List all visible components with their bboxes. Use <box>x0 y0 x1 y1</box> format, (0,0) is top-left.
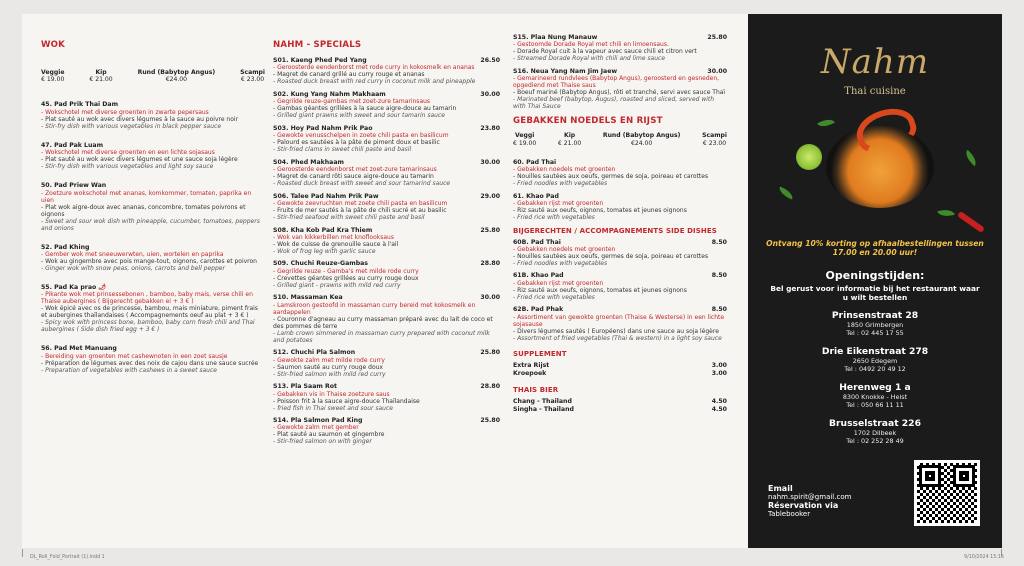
chili-pepper-image <box>957 211 985 233</box>
leaf-icon <box>937 207 955 219</box>
reservation-label: Réservation via <box>768 501 839 510</box>
promo-text: Ontvang 10% korting op afhaalbestellingen tussen 17.00 en 20.00 uur! <box>766 239 984 258</box>
leaf-icon <box>962 150 979 166</box>
special-s12: S12. Chuchi Pla Salmon 25.80 - Gewokte zalm met milde rode curry - Saumon sauté au curry rouge doux - Stir-fried salmon with mild red curry <box>273 349 500 378</box>
noodle-dish-60: 60. Pad Thai - Gebakken noedels met groenten - Nouilles sautées aux oeufs, germes de soja, poireau et carottes - Fried noodles with vegetables <box>513 158 709 188</box>
beer-singha: Singha - Thailand 4.50 <box>513 405 727 413</box>
special-s16: S16. Neua Yang Nam Jim Jaew 30.00 - Gemarineerd rundvlees (Babytop Angus), geroosterd en gesneden, opgediend met Thaise saus - Boeuf mariné (Babytop Angus), rôti et tranché, servi avec sauce Thaï - Marinated beef (babytop, Augus), roasted and sliced, served with with Thai Sauce <box>513 67 727 111</box>
noodles-column <box>509 14 731 548</box>
price-col-veggie: Veggie € 19.00 <box>41 69 65 84</box>
special-s03: S03. Hoy Pad Nahm Prik Pao 23.80 - Gewokte venusschelpen in zoete chili pasta en basilicum - Palourd es sautées à la pâte de piment doux et basilic - Stir-fried clams in sweet chili paste and basil <box>273 124 500 154</box>
noodle-dish-list <box>513 159 727 221</box>
crop-mark <box>22 549 23 557</box>
chili-icon: 🌶 <box>98 284 107 292</box>
leaf-icon <box>817 116 835 131</box>
supplement-extra-rijst: Extra Rijst 3.00 <box>513 361 727 369</box>
special-s02: S02. Kung Yang Nahm Makhaam 30.00 - Gegrilde reuze-gambas met zoet-zure tamarinsaus - Gambas géantes grillées à la sauce aigre-douce au tamarin - Grilled giant prawns with sweet and sour tamarin sauce <box>273 90 500 120</box>
contact-block <box>768 484 851 518</box>
beer-chang: Chang - Thailand 4.50 <box>513 397 727 405</box>
wok-column <box>37 14 269 548</box>
wok-dish-50: 50. Pad Priew Wan - Zoetzure wokschotel met ananas, komkommer, tomaten, paprika en uien - Plat wok aigre-doux avec ananas, concombre, tomates poivrons et oignons - Sweet and sour wok dish with pineapple, cucumber, tomatoes, peppers and onions <box>41 182 260 232</box>
wok-dish-45: 45. Pad Prik Thai Dam - Wokschotel met diverse groenten in zwarte pepersaus - Plat sauté au wok avec divers légumes à la sauce au poivre noir - Stir-fry dish with various vegetables in black pepper sauce <box>41 101 239 130</box>
supplement-title: SUPPLEMENT <box>513 349 567 358</box>
opening-hours-title: Openingstijden: <box>825 269 925 282</box>
special-s09: S09. Chuchi Reuze-Gambas 28.80 - Gegrilde reuze - Gamba's met milde rode curry - Crevettes géantes grillées au curry rouge doux - Grilled giant - prawns with mild red curry <box>273 260 500 289</box>
price-col-scampi: Scampi € 23.00 <box>702 132 727 147</box>
special-s06: S06. Talee Pad Nahm Prik Paw 29.00 - Gewokte zeevruchten met zoete chili pasta en basilicum - Fruits de mer sautés à la pâte de chili sucré et au basilic - Stir-fried seafood with sweet chili paste and basil <box>273 192 500 222</box>
price-col-scampi: Scampi € 23.00 <box>240 69 265 84</box>
special-s08: S08. Kha Kob Pad Kra Thiem 25.80 - Wok van kikkerbillen met knoflooksaus - Wok de cuisse de grenouille sauce à l'ail - Wok of frog leg with garlic sauce <box>273 226 500 255</box>
address-edegem: Drie Eikenstraat 278 2650 Edegem Tel : 0492 20 49 12 <box>821 346 929 373</box>
price-col-veggi: Veggi € 19.00 <box>513 132 537 147</box>
side-dish-61b: 61B. Khao Pad 8.50 - Gebakken rijst met groenten - Riz sauté aux oeufs, oignons, tomates et jeunes oignons - Fried rice with vegetables <box>513 272 727 301</box>
price-col-rund: Rund (Babytop Angus) €24.00 <box>602 132 681 147</box>
leaf-icon <box>777 187 795 200</box>
noodle-dish-61: 61. Khao Pad - Gebakken rijst met groenten - Riz sauté aux oeufs, oignons, tomates et jeunes oignons - Fried rice with vegetables <box>513 192 687 222</box>
special-s01: S01. Kaeng Phed Ped Yang 26.50 - Geroosterde eendenborst met rode curry in kokosmelk en ananas - Magret de canard grillé au curry rouge et ananas - Roasted duck breast with red curry in coconut milk and pineapple <box>273 57 500 86</box>
footer-filename: DL_Roll_Fold_Portrait (1).indd 1 <box>30 555 105 560</box>
price-col-kip: Kip € 21.00 <box>557 132 582 147</box>
special-s14: S14. Pla Salmon Pad King 25.80 - Gewokte zalm met gember - Plat sauté au saumon et gingembre - Stir-fried salmon on with ginger <box>273 417 500 446</box>
opening-hours-text: Bel gerust voor informatie bij het restaurant waar u wilt bestellen <box>770 284 980 302</box>
logo: Nahm <box>820 42 930 82</box>
email-link[interactable]: nahm.spirit@gmail.com <box>768 493 852 501</box>
beer-title: THAIS BIER <box>513 385 559 394</box>
special-s13: S13. Pla Saam Rot 28.80 - Gebakken vis in Thaise zoetzure saus - Poisson frit à la sauce aigre-douce Thaïlandaise - fried fish in Thai sweet and sour sauce <box>273 383 500 412</box>
wok-dish-list <box>41 101 265 373</box>
wok-price-header <box>41 69 265 83</box>
specials-title: NAHM - SPECIALS <box>273 40 362 50</box>
flyer-panel <box>748 14 1002 548</box>
flyer-content <box>748 14 1002 548</box>
address-grimbergen: Prinsenstraat 28 1850 Grimbergen Tel : 02 445 17 55 <box>831 310 919 337</box>
side-dish-62b: 62B. Pad Phak 8.50 - Assortiment van gewokte groenten (Thaise & Westerse) in een lichte sojasause - Divers légumes sautés ( Européens) dans une sauce au soja légère - Assortment of fried vegetables (Thai & western) in a light soy sauce <box>513 306 727 342</box>
qr-code-image[interactable] <box>914 460 980 526</box>
price-col-rund: Rund (Babytop Angus) €24.00 <box>137 69 216 84</box>
wok-title: WOK <box>41 40 66 50</box>
email-label: Email <box>768 484 793 493</box>
supplement-kroepoek: Kroepoek 3.00 <box>513 369 727 377</box>
lime-image <box>796 144 822 170</box>
special-s04: S04. Phed Makhaam 30.00 - Geroosterde eendenborst met zoet-zure tamarinsaus - Magret de canard rôti sauce aigre-douce au tamarin - Roasted duck breast with sweet and sour tamarind sauce <box>273 158 500 188</box>
specials-continued <box>513 34 727 110</box>
side-dish-60b: 60B. Pad Thai 8.50 - Gebakken noedels met groenten - Nouilles sautées aux oeufs, germes de soja, poireau et carottes - Fried noodles with vegetables <box>513 238 727 267</box>
specials-dish-list <box>273 57 500 445</box>
menu-sheet <box>22 14 1002 548</box>
reservation-link[interactable]: Tablebooker <box>768 510 811 518</box>
specials-column <box>269 14 504 548</box>
wok-dish-52: 52. Pad Khing - Gember wok met sneeuwerwten, uien, wortelen en paprika - Wok au gingembre avec pois mange-tout, oignons, carottes et poivron - Ginger wok with snow peas, onions, carrots and bell pepper <box>41 243 257 273</box>
noodles-price-header <box>513 132 727 146</box>
noodles-title: GEBAKKEN NOEDELS EN RIJST <box>513 116 663 127</box>
wok-dish-56: 56. Pad Met Manuang - Bereiding van groenten met cashewnoten in een zoet sausje - Préparation de légumes avec des noix de cajou dans une sauce sucrée - Preparation of vegetables with cashews in a sweet sauce <box>41 345 259 374</box>
print-footer <box>30 555 1004 560</box>
price-col-kip: Kip € 21.00 <box>89 69 113 84</box>
footer-timestamp: 9/10/2024 15:15 <box>964 555 1004 560</box>
special-s15: S15. Plaa Nung Manauw 25.80 - Gestoomde Dorade Royal met chili en limoensaus. - Dorade Royal cuit à la vapeur avec sauce chili et citron vert - Streamed Dorade Royal with chili and lime sauce <box>513 34 727 63</box>
special-s10: S10. Massaman Kea 30.00 - Lamskroon gestoofd in massaman curry bereid met kokosmelk en aardappelen - Couronne d'agneau au curry massaman préparé avec du lait de coco et des pommes de terre - Lamb crown simmered in massaman curry prepared with coconut milk and potatoes <box>273 294 500 344</box>
side-dish-list <box>513 239 727 342</box>
wok-dish-47: 47. Pad Pak Luam - Wokschotel met diverse groenten en een lichte sojasaus - Plat sauté au wok avec divers légumes et une sauce soja légère - Stir-fry dish with various vegetables and light soy sauce <box>41 141 238 171</box>
address-dilbeek: Brusselstraat 226 1702 Dilbeek Tel : 02 252 28 49 <box>829 418 921 445</box>
address-knokke: Herenweg 1 a 8300 Knokke - Heist Tel : 050 66 11 11 <box>839 382 911 409</box>
sides-title: BIJGERECHTEN / ACCOMPAGNEMENTS SIDE DISHES <box>513 226 717 235</box>
logo-subtitle: Thai cuisine <box>844 86 906 97</box>
wok-dish-55: 55. Pad Ka prao 🌶 - Pikante wok met prinsessebonen , bamboo, baby mais, verse chili en Thaise aubergines ( Bijgerecht gebakken ei + 3 € ) - Wok épicé avec os de princesse, bambou, mais miniature, piment frais et aubergines thaïlandaises ( Accompagnements oeuf au plat + 3 € ) - Spicy wok with princess bone, bamboo, baby corn fresh chili and Thai aubergines ( Side dish fried egg + 3 € ) <box>41 284 258 334</box>
